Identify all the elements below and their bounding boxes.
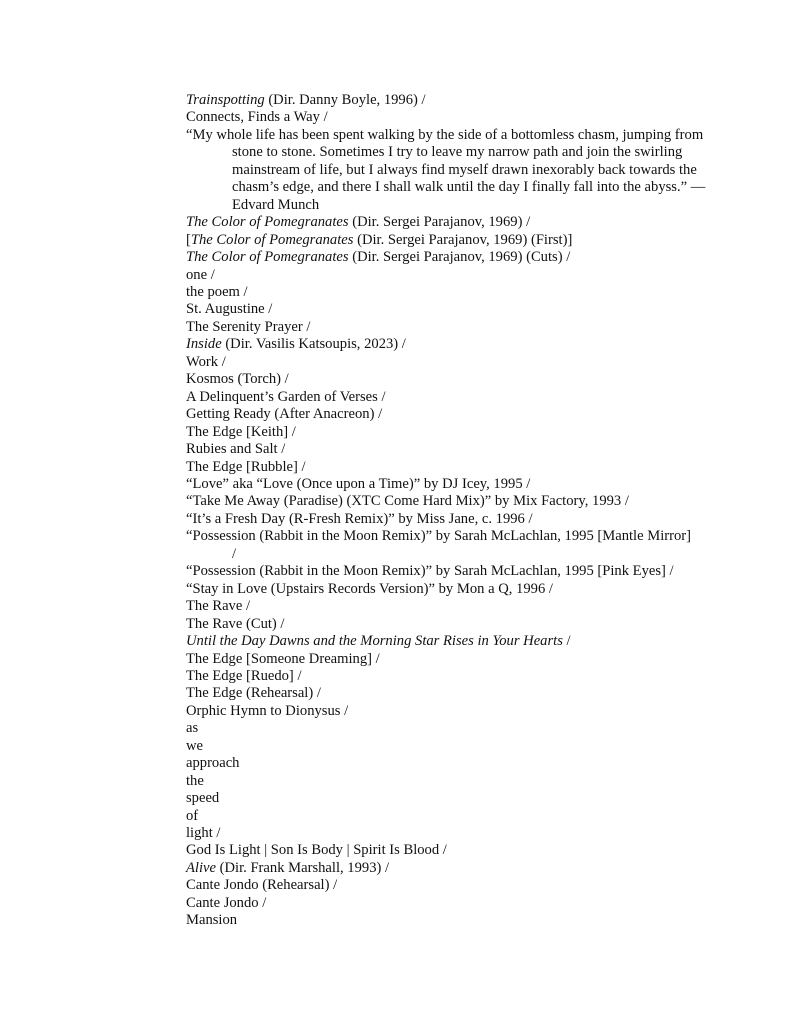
toc-line: Getting Ready (After Anacreon) / bbox=[186, 406, 383, 423]
toc-line: as bbox=[186, 720, 199, 737]
toc-line: Cante Jondo (Rehearsal) / bbox=[186, 877, 338, 894]
toc-line: Mansion bbox=[186, 912, 238, 929]
toc-line: Connects, Finds a Way / bbox=[186, 109, 328, 126]
toc-line: “Take Me Away (Paradise) (XTC Come Hard Mix)” by Mix Factory, 1993 / bbox=[186, 493, 629, 510]
document-page bbox=[186, 92, 706, 930]
toc-line: Kosmos (Torch) / bbox=[186, 371, 289, 388]
toc-line: Orphic Hymn to Dionysus / bbox=[186, 702, 349, 719]
toc-line: The Serenity Prayer / bbox=[186, 318, 311, 335]
toc-line: The Edge [Ruedo] / bbox=[186, 667, 302, 684]
toc-line: “Stay in Love (Upstairs Records Version)” by Mon a Q, 1996 / bbox=[186, 580, 553, 597]
toc-line: Rubies and Salt / bbox=[186, 441, 286, 458]
toc-line: speed bbox=[186, 790, 220, 807]
toc-line: the bbox=[186, 772, 204, 789]
toc-line: The Edge [Keith] / bbox=[186, 423, 296, 440]
toc-line: Until the Day Dawns and the Morning Star Rises in Your Hearts / bbox=[186, 633, 571, 650]
toc-line: God Is Light | Son Is Body | Spirit Is Blood / bbox=[186, 842, 447, 859]
toc-line: A Delinquent’s Garden of Verses / bbox=[186, 388, 386, 405]
toc-line: Inside (Dir. Vasilis Katsoupis, 2023) / bbox=[186, 336, 406, 353]
toc-line: the poem / bbox=[186, 283, 248, 300]
toc-line: St. Augustine / bbox=[186, 301, 273, 318]
toc-line: The Rave (Cut) / bbox=[186, 615, 285, 632]
toc-line: The Color of Pomegranates (Dir. Sergei Parajanov, 1969) (Cuts) / bbox=[186, 249, 571, 266]
toc-line: The Rave / bbox=[186, 598, 251, 615]
toc-line: Trainspotting (Dir. Danny Boyle, 1996) / bbox=[186, 92, 426, 108]
toc-line: of bbox=[186, 807, 199, 824]
toc-line: light / bbox=[186, 825, 221, 842]
toc-line: one / bbox=[186, 266, 215, 283]
toc-line: “Love” aka “Love (Once upon a Time)” by DJ Icey, 1995 / bbox=[186, 475, 531, 492]
toc-line: Work / bbox=[186, 353, 226, 370]
toc-line: “Possession (Rabbit in the Moon Remix)” by Sarah McLachlan, 1995 [Pink Eyes] / bbox=[186, 563, 674, 580]
toc-line: The Edge [Rubble] / bbox=[186, 458, 306, 475]
toc-line: Cante Jondo / bbox=[186, 894, 267, 911]
toc-line: “Possession (Rabbit in the Moon Remix)” by Sarah McLachlan, 1995 [Mantle Mirror] / bbox=[186, 528, 692, 562]
toc-line: The Edge (Rehearsal) / bbox=[186, 685, 321, 702]
toc-line: The Edge [Someone Dreaming] / bbox=[186, 650, 380, 667]
toc-line: Alive (Dir. Frank Marshall, 1993) / bbox=[186, 859, 390, 876]
toc-line: approach bbox=[186, 755, 240, 772]
toc-line: [The Color of Pomegranates (Dir. Sergei Parajanov, 1969) (First)] bbox=[186, 231, 573, 248]
toc-line: The Color of Pomegranates (Dir. Sergei Parajanov, 1969) / bbox=[186, 214, 531, 231]
toc-line: we bbox=[186, 737, 204, 754]
epigraph-quote: “My whole life has been spent walking by the side of a bottomless chasm, jumping from stone to stone. Sometimes I try to leave my narrow path and join the swirling mainstream of life, but I always find myself drawn inexorably back towards the chasm’s edge, and there I shall walk until the day I finally fall into the abyss.” —Edvard Munch bbox=[186, 126, 706, 213]
toc-line: “It’s a Fresh Day (R-Fresh Remix)” by Miss Jane, c. 1996 / bbox=[186, 510, 533, 527]
